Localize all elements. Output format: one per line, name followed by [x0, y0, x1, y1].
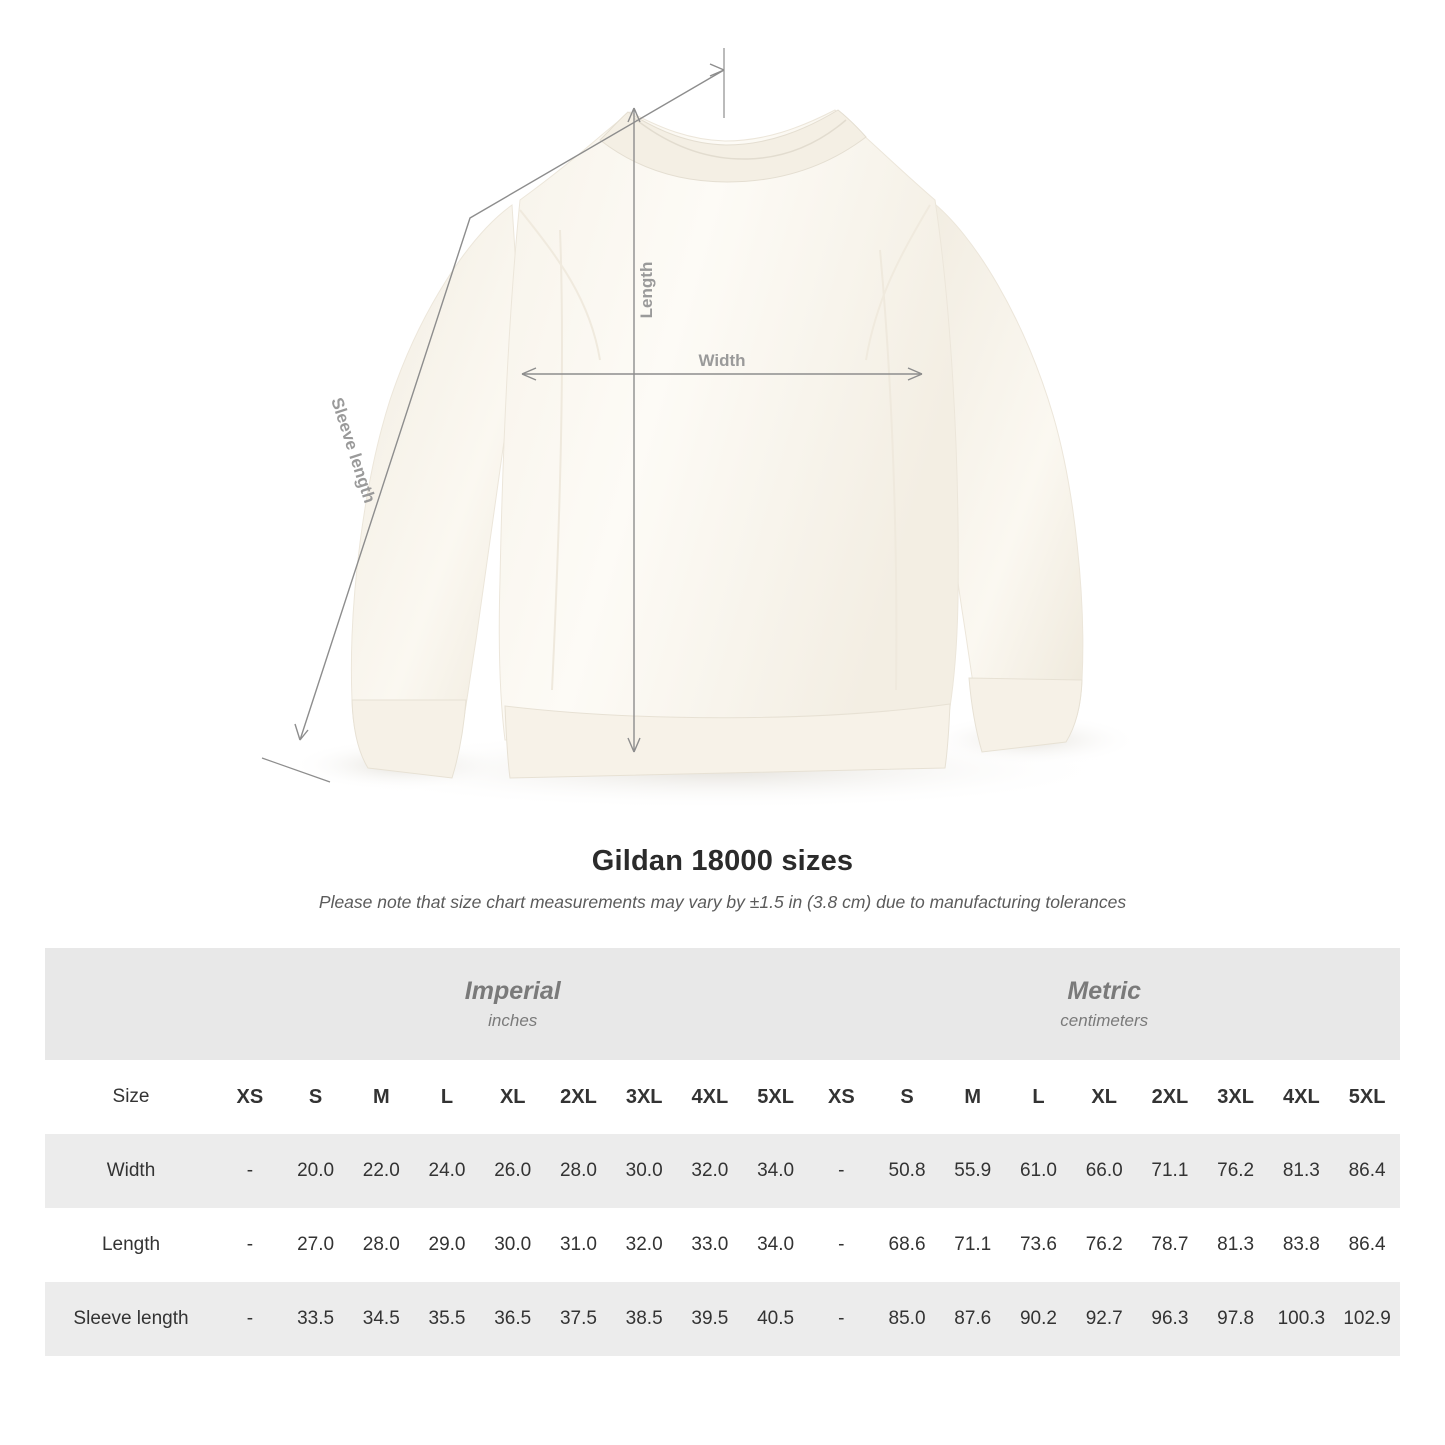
- length-imperial-m: 28.0: [348, 1208, 414, 1282]
- col-metric-5xl: 5XL: [1334, 1060, 1400, 1134]
- length-metric-m: 71.1: [940, 1208, 1006, 1282]
- sleeve-metric-s: 85.0: [874, 1282, 940, 1356]
- length-metric-4xl: 83.8: [1269, 1208, 1335, 1282]
- length-imperial-s: 27.0: [283, 1208, 349, 1282]
- length-imperial-xl: 30.0: [480, 1208, 546, 1282]
- width-metric-l: 61.0: [1006, 1134, 1072, 1208]
- length-imperial-2xl: 31.0: [546, 1208, 612, 1282]
- width-metric-5xl: 86.4: [1334, 1134, 1400, 1208]
- sleeve-metric-xs: -: [808, 1282, 874, 1356]
- width-metric-xl: 66.0: [1071, 1134, 1137, 1208]
- col-imperial-2xl: 2XL: [546, 1060, 612, 1134]
- sleeve-imperial-4xl: 39.5: [677, 1282, 743, 1356]
- size-table: [45, 948, 1400, 1356]
- unit-group-metric-label: Metric: [1067, 976, 1142, 1005]
- width-metric-4xl: 81.3: [1269, 1134, 1335, 1208]
- length-metric-xl: 76.2: [1071, 1208, 1137, 1282]
- length-imperial-4xl: 33.0: [677, 1208, 743, 1282]
- col-imperial-s: S: [283, 1060, 349, 1134]
- col-imperial-5xl: 5XL: [743, 1060, 809, 1134]
- sleeve-imperial-l: 35.5: [414, 1282, 480, 1356]
- length-imperial-l: 29.0: [414, 1208, 480, 1282]
- sleeve-metric-4xl: 100.3: [1269, 1282, 1335, 1356]
- title-block: [0, 845, 1445, 913]
- width-imperial-4xl: 32.0: [677, 1134, 743, 1208]
- col-metric-l: L: [1006, 1060, 1072, 1134]
- length-metric-l: 73.6: [1006, 1208, 1072, 1282]
- size-table-wrap: [45, 948, 1400, 1356]
- length-metric-5xl: 86.4: [1334, 1208, 1400, 1282]
- tolerance-note: Please note that size chart measurements may vary by ±1.5 in (3.8 cm) due to manufacturing tolerances: [318, 892, 1127, 912]
- col-imperial-m: M: [348, 1060, 414, 1134]
- width-imperial-2xl: 28.0: [546, 1134, 612, 1208]
- sleeve-imperial-3xl: 38.5: [611, 1282, 677, 1356]
- unit-group-imperial-sub: inches: [488, 1011, 538, 1031]
- width-label: Width: [698, 351, 746, 370]
- row-label-width: Width: [45, 1134, 217, 1208]
- size-header-label: Size: [45, 1060, 217, 1134]
- col-metric-2xl: 2XL: [1137, 1060, 1203, 1134]
- sleeve-metric-xl: 92.7: [1071, 1282, 1137, 1356]
- length-metric-2xl: 78.7: [1137, 1208, 1203, 1282]
- sleeve-imperial-m: 34.5: [348, 1282, 414, 1356]
- width-imperial-m: 22.0: [348, 1134, 414, 1208]
- col-imperial-l: L: [414, 1060, 480, 1134]
- width-metric-3xl: 76.2: [1203, 1134, 1269, 1208]
- col-metric-m: M: [940, 1060, 1006, 1134]
- row-label-sleeve-length: Sleeve length: [45, 1282, 217, 1356]
- sleeve-metric-l: 90.2: [1006, 1282, 1072, 1356]
- sleeve-imperial-xl: 36.5: [480, 1282, 546, 1356]
- length-label: Length: [637, 261, 656, 319]
- col-imperial-xl: XL: [480, 1060, 546, 1134]
- width-imperial-s: 20.0: [283, 1134, 349, 1208]
- width-imperial-l: 24.0: [414, 1134, 480, 1208]
- col-metric-xs: XS: [808, 1060, 874, 1134]
- length-metric-s: 68.6: [874, 1208, 940, 1282]
- col-imperial-3xl: 3XL: [611, 1060, 677, 1134]
- length-metric-xs: -: [808, 1208, 874, 1282]
- table-row: [45, 1134, 1400, 1208]
- width-metric-2xl: 71.1: [1137, 1134, 1203, 1208]
- unit-group-metric-sub: centimeters: [1060, 1011, 1149, 1031]
- sleeve-metric-2xl: 96.3: [1137, 1282, 1203, 1356]
- length-imperial-xs: -: [217, 1208, 283, 1282]
- sleeve-length-label: Sleeve length: [327, 395, 380, 506]
- unit-spacer: [45, 948, 217, 1060]
- width-metric-xs: -: [808, 1134, 874, 1208]
- width-imperial-5xl: 34.0: [743, 1134, 809, 1208]
- sleeve-metric-3xl: 97.8: [1203, 1282, 1269, 1356]
- sleeve-imperial-2xl: 37.5: [546, 1282, 612, 1356]
- table-row: [45, 1282, 1400, 1356]
- sleeve-imperial-s: 33.5: [283, 1282, 349, 1356]
- col-metric-s: S: [874, 1060, 940, 1134]
- width-imperial-xl: 26.0: [480, 1134, 546, 1208]
- size-header-row: [45, 1060, 1400, 1134]
- length-metric-3xl: 81.3: [1203, 1208, 1269, 1282]
- page-title: Gildan 18000 sizes: [591, 845, 854, 877]
- length-imperial-5xl: 34.0: [743, 1208, 809, 1282]
- unit-group-metric: [808, 948, 1400, 1060]
- col-imperial-4xl: 4XL: [677, 1060, 743, 1134]
- width-imperial-3xl: 30.0: [611, 1134, 677, 1208]
- width-metric-m: 55.9: [940, 1134, 1006, 1208]
- unit-group-imperial-label: Imperial: [464, 976, 561, 1005]
- row-label-length: Length: [45, 1208, 217, 1282]
- width-imperial-xs: -: [217, 1134, 283, 1208]
- col-metric-4xl: 4XL: [1269, 1060, 1335, 1134]
- sleeve-metric-5xl: 102.9: [1334, 1282, 1400, 1356]
- sleeve-length-line: [300, 70, 724, 740]
- length-imperial-3xl: 32.0: [611, 1208, 677, 1282]
- width-metric-s: 50.8: [874, 1134, 940, 1208]
- unit-group-imperial: [217, 948, 808, 1060]
- col-metric-xl: XL: [1071, 1060, 1137, 1134]
- table-row: [45, 1208, 1400, 1282]
- col-imperial-xs: XS: [217, 1060, 283, 1134]
- sleeve-imperial-xs: -: [217, 1282, 283, 1356]
- col-metric-3xl: 3XL: [1203, 1060, 1269, 1134]
- sleeve-metric-m: 87.6: [940, 1282, 1006, 1356]
- unit-header-row: [45, 948, 1400, 1060]
- sleeve-imperial-5xl: 40.5: [743, 1282, 809, 1356]
